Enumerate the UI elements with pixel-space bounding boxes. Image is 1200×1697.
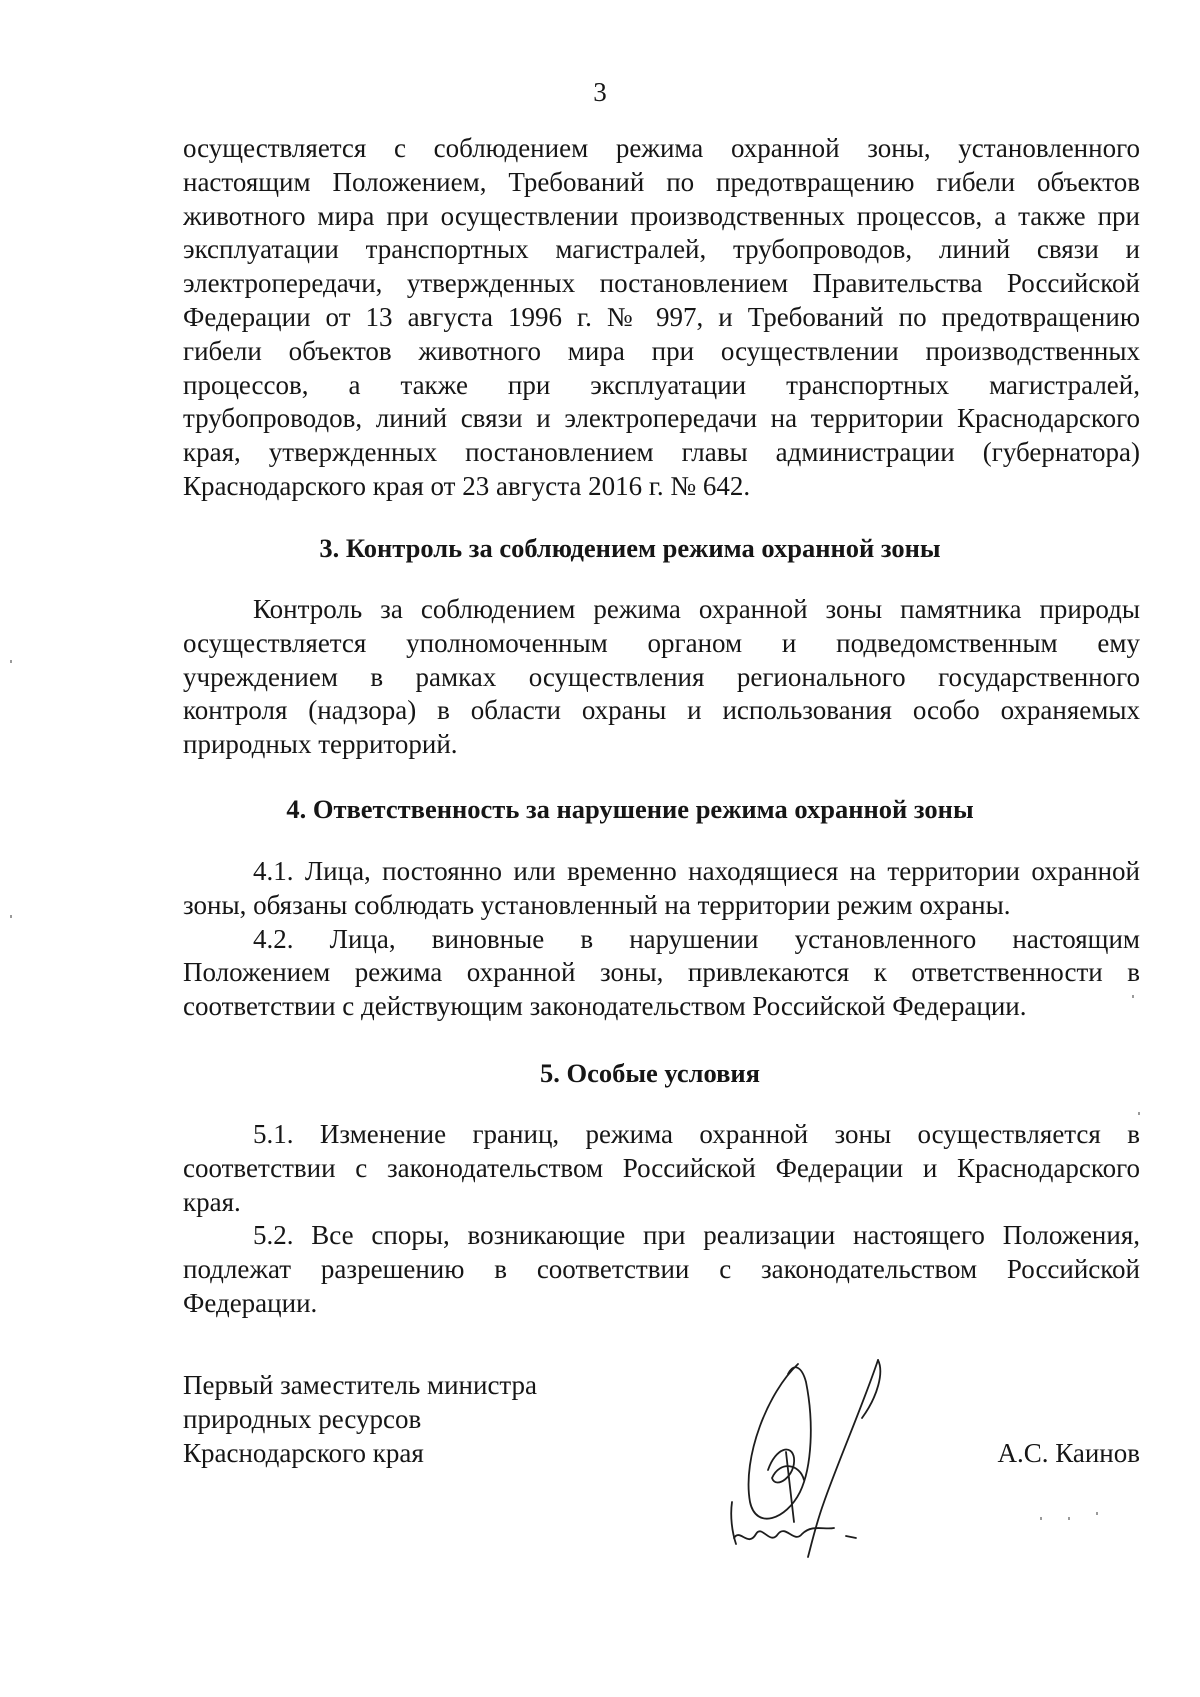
text-line: Контроль за соблюдением режима охранной зоны памятника природы bbox=[253, 594, 1140, 624]
intro-paragraph bbox=[183, 132, 1140, 504]
text-line: 5.1. Изменение границ, режима охранной зоны осуществляется в bbox=[253, 1119, 1140, 1149]
text-line: Федерации от 13 августа 1996 г. № 997, и Требований по предотвращению bbox=[183, 301, 1140, 332]
scan-speck bbox=[1040, 1517, 1042, 1520]
text-line: соответствии с законодательством Российской Федерации и Краснодарского bbox=[183, 1152, 1140, 1183]
text-line: настоящим Положением, Требований по предотвращению гибели объектов bbox=[183, 166, 1140, 197]
text-line: природных территорий. bbox=[183, 729, 458, 760]
page-number: 3 bbox=[593, 77, 607, 107]
signatory-position-line: Краснодарского края bbox=[183, 1437, 424, 1468]
text-line: Федерации. bbox=[183, 1287, 318, 1318]
section-5-heading: 5. Особые условия bbox=[539, 1058, 761, 1088]
section-4-heading: 4. Ответственность за нарушение режима охранной зоны bbox=[286, 794, 974, 824]
text-line: края. bbox=[183, 1186, 241, 1217]
text-line: электропередачи, утвержденных постановлением Правительства Российской bbox=[183, 268, 1140, 299]
text-line: 4.1. Лица, постоянно или временно находящиеся на территории охранной bbox=[253, 856, 1140, 886]
section-3-heading: 3. Контроль за соблюдением режима охранной зоны bbox=[319, 533, 941, 563]
text-line: осуществляется с соблюдением режима охранной зоны, установленного bbox=[183, 133, 1140, 163]
text-line: Краснодарского края от 23 августа 2016 г. № 642. bbox=[183, 470, 751, 501]
scan-speck bbox=[10, 915, 12, 918]
text-line: 5.2. Все споры, возникающие при реализации настоящего Положения, bbox=[253, 1220, 1140, 1251]
text-line: гибели объектов животного мира при осуществлении производственных bbox=[183, 335, 1140, 366]
text-line: учреждением в рамках осуществления регионального государственного bbox=[183, 661, 1140, 692]
section-3-paragraph bbox=[183, 593, 1140, 762]
text-line: зоны, обязаны соблюдать установленный на территории режим охраны. bbox=[183, 889, 1011, 920]
scan-speck bbox=[1068, 1517, 1070, 1520]
scan-speck bbox=[1138, 1112, 1140, 1115]
signatory-position-line: природных ресурсов bbox=[183, 1403, 422, 1434]
text-line: контроля (надзора) в области охраны и использования особо охраняемых bbox=[183, 695, 1140, 726]
handwritten-signature bbox=[728, 1352, 908, 1562]
text-line: животного мира при осуществлении производственных процессов, а также при bbox=[183, 200, 1140, 231]
scan-speck bbox=[1096, 1512, 1098, 1515]
text-line: соответствии с действующим законодательством Российской Федерации. bbox=[183, 991, 1027, 1022]
text-line: осуществляется уполномоченным органом и подведомственным ему bbox=[183, 627, 1140, 658]
section-5-paragraph bbox=[183, 1118, 1140, 1321]
scan-speck bbox=[1132, 995, 1134, 998]
signatory-name: А.С. Каинов bbox=[997, 1438, 1140, 1468]
signatory-position-line: Первый заместитель министра bbox=[183, 1370, 538, 1400]
text-line: Положением режима охранной зоны, привлекаются к ответственности в bbox=[183, 957, 1140, 988]
text-line: процессов, а также при эксплуатации транспортных магистралей, bbox=[183, 369, 1140, 400]
signatory-position bbox=[183, 1369, 537, 1470]
text-line: трубопроводов, линий связи и электропередачи на территории Краснодарского bbox=[183, 403, 1140, 434]
scan-speck bbox=[10, 660, 12, 663]
section-4-paragraph bbox=[183, 855, 1140, 1024]
text-line: края, утвержденных постановлением главы администрации (губернатора) bbox=[183, 437, 1140, 468]
text-line: подлежат разрешению в соответствии с законодательством Российской bbox=[183, 1254, 1140, 1285]
text-line: 4.2. Лица, виновные в нарушении установленного настоящим bbox=[253, 923, 1140, 954]
text-line: эксплуатации транспортных магистралей, трубопроводов, линий связи и bbox=[183, 234, 1140, 265]
